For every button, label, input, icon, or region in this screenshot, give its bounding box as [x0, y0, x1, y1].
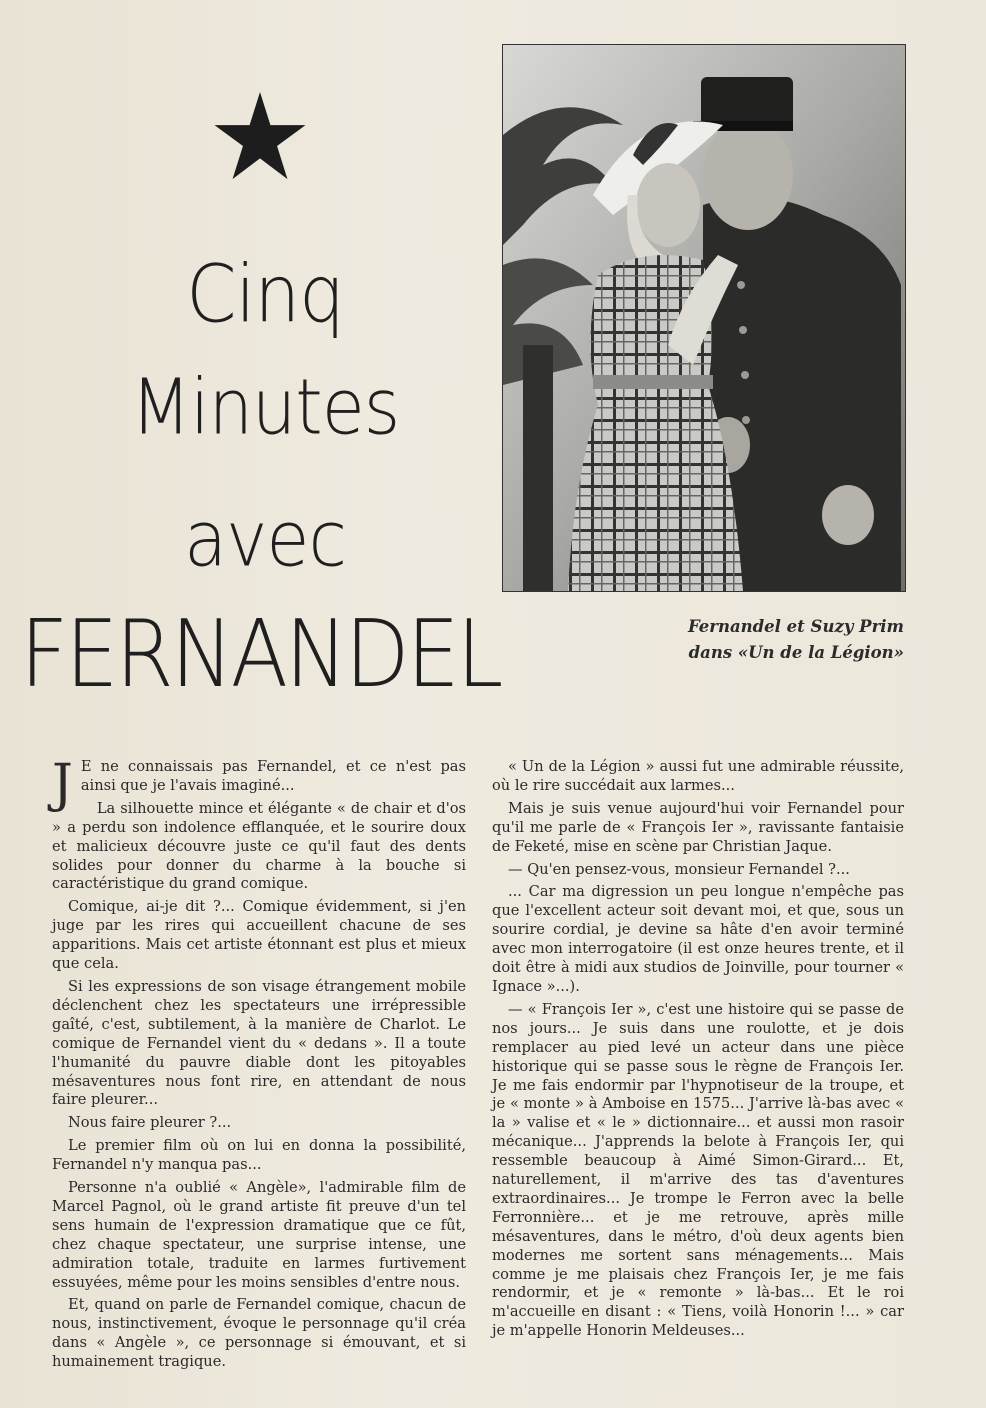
paragraph: ... Car ma digression un peu longue n'empêche pas que l'excellent acteur soit devant moi, et que, sous un sourire cordial, je devine sa hâte d'en avoir terminé avec mon interrogatoire (il est onze heures trente, et il doit être à midi aux studios de Joinville, pour tourner « Ignace »...). [492, 883, 904, 995]
title-line-minutes: Minutes [130, 361, 400, 453]
photo-caption [604, 614, 904, 666]
star-icon [212, 92, 308, 182]
title-line-cinq: Cinq [186, 247, 344, 341]
article-column-right [492, 758, 904, 1345]
paragraph: Si les expressions de son visage étrangement mobile déclenchent chez les spectateurs une irrépressible gaîté, c'est, subtilement, à la manière de Charlot. Le comique de Fernandel vient du « dedans ». Il a toute l'humanité du pauvre diable dont les pitoyables mésaventures nous font rire, en attendant de nous faire pleurer... [52, 977, 466, 1109]
paragraph: La silhouette mince et élégante « de chair et d'os » a perdu son indolence efflanquée, et le sourire doux et malicieux découvre juste ce qu'il faut des dents solides pour donner du charme à la bouche si caractéristique du grand comique. [52, 799, 466, 893]
paragraph: Comique, ai-je dit ?... Comique évidemment, si j'en juge par les rires qui accueillent chacune de ses apparitions. Mais cet artiste étonnant est plus et mieux que cela. [52, 898, 466, 973]
paragraph: « Un de la Légion » aussi fut une admirable réussite, où le rire succédait aux larmes... [492, 758, 904, 794]
article-column-left [52, 754, 466, 1376]
paragraph: Mais je suis venue aujourd'hui voir Fernandel pour qu'il me parle de « François Ier », ravissante fantaisie de Feketé, mise en scène par Christian Jaque. [492, 799, 904, 855]
caption-line-2: dans «Un de la Légion» [688, 643, 904, 662]
title-line-avec: avec [184, 493, 346, 585]
paragraph: — « François Ier », c'est une histoire qui se passe de nos jours... Je suis dans une roulotte, et je dois remplacer au pied levé un acteur dans une pièce historique qui se passe sous le règne de François Ier. Je me fais endormir par l'hypnotiseur de la troupe, et je « monte » à Amboise en 1575... J'arrive là-bas avec « la » valise et « le » dictionnaire... et aussi mon rasoir mécanique... J'apprends la belote à François Ier, qui ressemble beaucoup à Aimé Simon-Girard... Et, naturellement, il m'arrive des tas d'aventures extraordinaires... Je trompe le Ferron avec la belle Ferronnière... et je me retrouve, après mille mésaventures, dans le métro, d'où deux agents bien modernes me sortent sans ménagements... Mais comme je me plaisais chez François Ier, je me fais rendormir, et je « remonte » là-bas... Et le roi m'accueille en disant : « Tiens, voilà Honorin !... » car je m'appelle Honorin Meldeuses... [492, 1000, 904, 1340]
paragraph: Et, quand on parle de Fernandel comique, chacun de nous, instinctivement, évoque le personnage qu'il créa dans « Angèle », ce personnage si émouvant, et si humainement tragique. [52, 1296, 466, 1371]
paragraph: J E ne connaissais pas Fernandel, et ce n'est pas ainsi que je l'avais imaginé... [52, 754, 466, 814]
paragraph: Personne n'a oublié « Angèle», l'admirable film de Marcel Pagnol, où le grand artiste fit preuve d'un tel sens humain de l'expression dramatique que ce fût, chez chaque spectateur, une surprise intense, une admiration totale, traduite en larmes furtivement essuyées, même pour les moins sensibles d'entre nous. [52, 1179, 466, 1291]
title-line-fernandel: FERNANDEL [20, 600, 501, 708]
paragraph: — Qu'en pensez-vous, monsieur Fernandel ?... [508, 860, 850, 878]
drop-cap: J [52, 754, 73, 814]
photo-fernandel-suzy-prim [502, 44, 906, 592]
paragraph: Le premier film où on lui en donna la possibilité, Fernandel n'y manqua pas... [52, 1137, 466, 1174]
paragraph: Nous faire pleurer ?... [68, 1114, 232, 1132]
caption-line-1: Fernandel et Suzy Prim [687, 617, 904, 636]
